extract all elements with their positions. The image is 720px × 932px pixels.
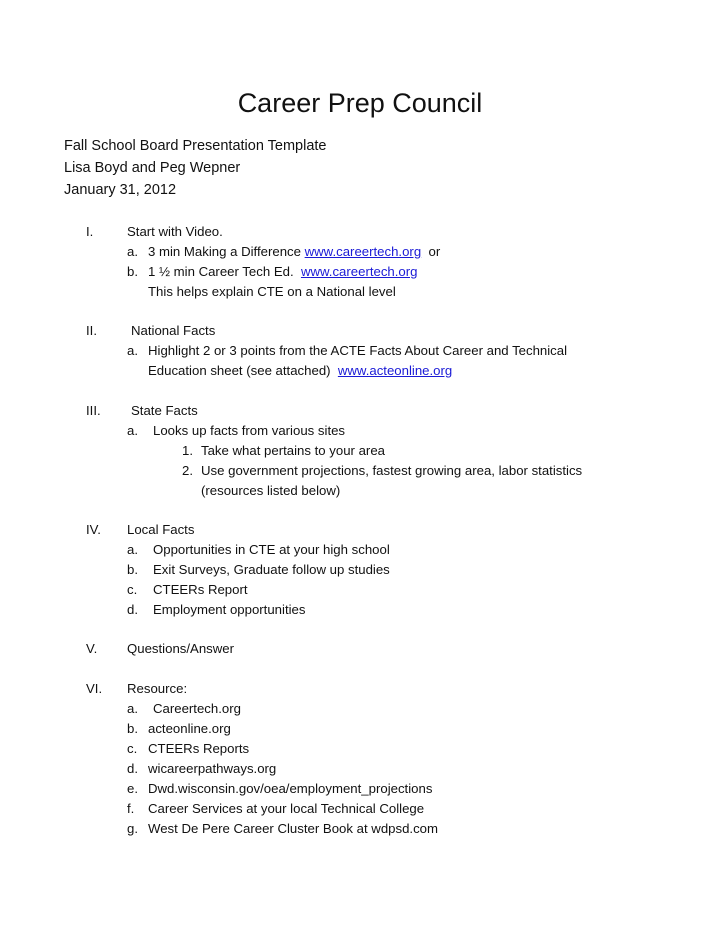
list-item [127, 759, 276, 779]
list-item [182, 441, 385, 461]
list-item: (resources listed below) [201, 483, 341, 498]
item-text: Highlight 2 or 3 points from the ACTE Facts About Career and Technical [148, 343, 568, 358]
list-item [127, 560, 390, 580]
item-text: Take what pertains to your area [201, 443, 385, 458]
section-numeral: VI. [86, 681, 103, 696]
item-text: 3 min Making a Difference [148, 244, 301, 259]
item-marker: 2. [182, 463, 193, 478]
careertech-link[interactable]: www.careertech.org [304, 244, 422, 259]
item-marker: b. [127, 721, 138, 736]
item-text: Looks up facts from various sites [153, 423, 346, 438]
item-marker: a. [127, 343, 138, 358]
list-item [127, 739, 249, 759]
list-item [127, 580, 248, 600]
item-marker: d. [127, 602, 138, 617]
list-item [127, 600, 305, 620]
item-marker: c. [127, 741, 138, 756]
acteonline-link[interactable]: www.acteonline.org [337, 363, 453, 378]
section-numeral: III. [86, 403, 101, 418]
list-item [148, 361, 452, 381]
item-text: 1 ½ min Career Tech Ed. [148, 264, 294, 279]
section-numeral: I. [86, 224, 94, 239]
section-heading: Start with Video. [127, 224, 223, 239]
list-item [127, 421, 345, 441]
item-marker: e. [127, 781, 138, 796]
item-text: Use government projections, fastest growing area, labor statistics [201, 463, 583, 478]
list-item [127, 262, 418, 282]
section-heading: Questions/Answer [127, 641, 235, 656]
section-heading: State Facts [131, 403, 198, 418]
list-item [127, 719, 231, 739]
item-text: Opportunities in CTE at your high school [153, 542, 390, 557]
item-marker: a. [127, 244, 138, 259]
list-item: This helps explain CTE on a National level [148, 284, 396, 299]
item-text: Careertech.org [153, 701, 241, 716]
item-marker: d. [127, 761, 138, 776]
section-numeral: IV. [86, 522, 101, 537]
item-marker: b. [127, 562, 138, 577]
document-date: January 31, 2012 [64, 182, 177, 198]
list-item [182, 461, 582, 481]
item-text: Employment opportunities [153, 602, 306, 617]
list-item [127, 819, 438, 839]
section-numeral: II. [86, 323, 97, 338]
list-item [127, 699, 241, 719]
item-marker: a. [127, 423, 138, 438]
list-item [127, 779, 432, 799]
item-marker: c. [127, 582, 138, 597]
list-item [127, 242, 440, 262]
document-subtitle: Fall School Board Presentation Template [64, 138, 327, 154]
item-marker: a. [127, 701, 138, 716]
item-text: acteonline.org [148, 721, 231, 736]
item-marker: f. [127, 801, 135, 816]
item-text: Education sheet (see attached) [148, 363, 331, 378]
item-text: Career Services at your local Technical College [148, 801, 425, 816]
section-heading: Local Facts [127, 522, 195, 537]
item-text-after: or [428, 244, 441, 259]
document-title: Career Prep Council [237, 88, 483, 118]
section-heading: National Facts [131, 323, 216, 338]
section-numeral: V. [86, 641, 98, 656]
list-item [127, 341, 567, 361]
careertech-link[interactable]: www.careertech.org [300, 264, 418, 279]
list-item [127, 799, 424, 819]
list-item [127, 540, 390, 560]
item-text: CTEERs Reports [148, 741, 250, 756]
item-text: Exit Surveys, Graduate follow up studies [153, 562, 390, 577]
item-text: Dwd.wisconsin.gov/oea/employment_projections [148, 781, 433, 796]
item-text: wicareerpathways.org [148, 761, 277, 776]
item-text: CTEERs Report [153, 582, 248, 597]
item-marker: a. [127, 542, 138, 557]
item-text: West De Pere Career Cluster Book at wdpsd.com [148, 821, 438, 836]
item-marker: 1. [182, 443, 193, 458]
item-marker: g. [127, 821, 138, 836]
document-authors: Lisa Boyd and Peg Wepner [64, 160, 241, 176]
item-marker: b. [127, 264, 138, 279]
section-heading: Resource: [127, 681, 188, 696]
